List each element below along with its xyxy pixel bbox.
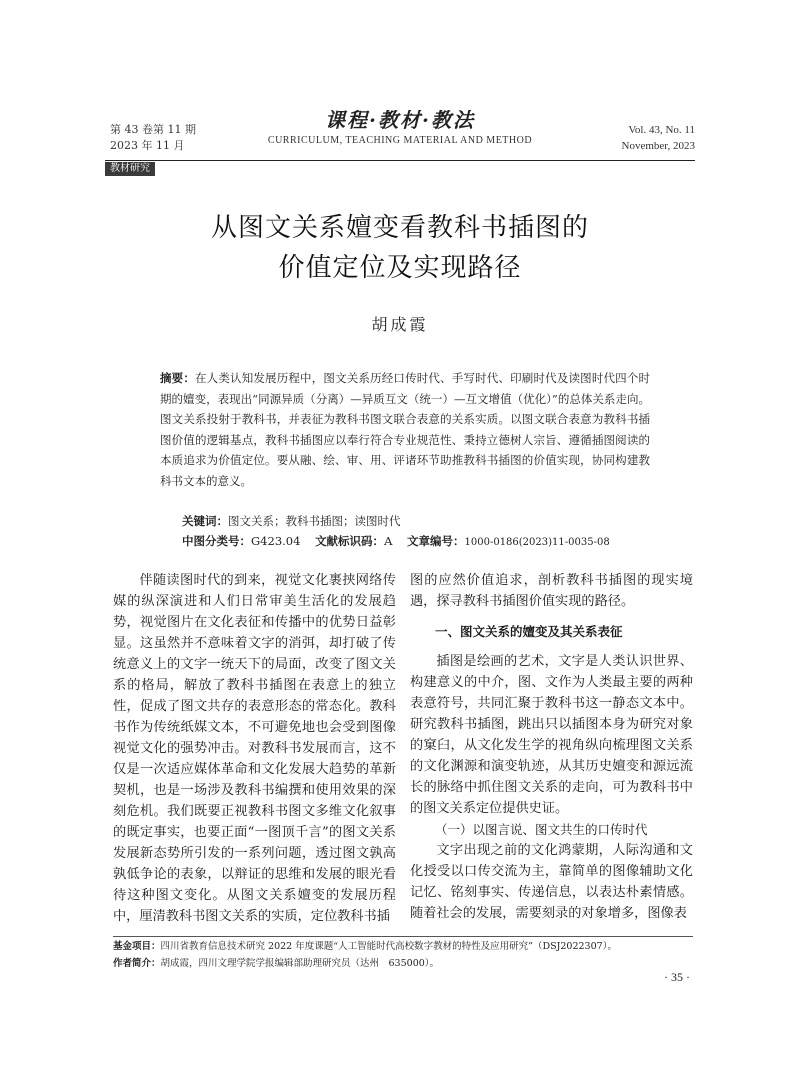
author-bio-text: 胡成霞，四川文理学院学报编辑部助理研究员（达州 635000）。 bbox=[160, 958, 440, 969]
doc-code-label: 文献标识码： bbox=[315, 534, 385, 548]
title-line-2: 价值定位及实现路径 bbox=[278, 253, 522, 283]
article-number-value: 1000-0186(2023)11-0035-08 bbox=[464, 537, 610, 548]
volume-issue-cn: 第 43 卷第 11 期 bbox=[110, 123, 196, 136]
abstract bbox=[160, 368, 650, 491]
clc-label: 中图分类号： bbox=[182, 534, 251, 548]
title-line-1: 从图文关系嬗变看教科书插图的 bbox=[210, 213, 589, 243]
date-cn: 2023 年 11 月 bbox=[110, 139, 185, 152]
header-rule bbox=[105, 160, 695, 161]
doc-code-value: A bbox=[384, 534, 393, 548]
keywords-label: 关键词： bbox=[182, 514, 228, 528]
body-paragraph-continued: 图的应然价值追求，剖析教科书插图的现实境遇，探寻教科书插图价值实现的路径。 bbox=[410, 573, 693, 609]
body-paragraph: 伴随读图时代的到来，视觉文化裹挟网络传媒的纵深演进和人们日常审美生活化的发展趋势，视觉图片在文化表征和传播中的优势日益彰显。这虽然并不意味着文字的消弭，却打破了传统意义上的文字一统天下的局面，改变了图文关系的格局，解放了教科书插图在表意上的独立性，促成了图文共存的表意形态的常态化。教科书作为传统纸媒文本，不可避免地也会受到图像视觉文化的强势冲击。对教科书发展而言，这不仅是一次适应媒体革命和文化发展大趋势的革新契机，也是一场涉及教科书编撰和使用效果的深刻危机。我们既要正视教科书图文多维文化叙事的既定事实，也要正面“一图顶千言”的图文关系发展新态势所引发的一系列问题，透过图文孰高孰低争论的表象，以辩证的思维和发展的眼光看待这种图文变化。从图文关系嬗变的发展历程中，厘清教科书图文关系的实质，定位教科书插 bbox=[113, 573, 396, 924]
volume-issue-en: Vol. 43, No. 11 bbox=[628, 124, 695, 136]
classification bbox=[182, 532, 652, 552]
fund-label: 基金项目： bbox=[113, 941, 161, 952]
section-tag: 教材研究 bbox=[105, 162, 155, 176]
clc-value: G423.04 bbox=[251, 534, 301, 548]
section-heading-1: 一、图文关系的嬗变及其关系表征 bbox=[435, 624, 623, 639]
date-en: November, 2023 bbox=[621, 140, 695, 152]
footnote-rule bbox=[113, 936, 693, 937]
keywords-text: 图文关系；教科书插图；读图时代 bbox=[228, 514, 401, 528]
author-name: 胡成霞 bbox=[371, 315, 429, 334]
header-right bbox=[622, 122, 696, 154]
journal-title-cn: 课程·教材·教法 bbox=[325, 108, 475, 132]
article-number-label: 文章编号： bbox=[407, 534, 465, 548]
body-column-right bbox=[410, 570, 693, 924]
subsection-heading-1: （一）以图言说、图文共生的口传时代 bbox=[435, 822, 648, 837]
fund-note bbox=[113, 939, 703, 955]
page-number: · 35 · bbox=[664, 970, 690, 984]
body-paragraph: 插图是绘画的艺术，文字是人类认识世界、构建意义的中介，图、文作为人类最主要的两种表意符号，共同汇聚于教科书这一静态文本中。研究教科书插图，跳出只以插图本身为研究对象的窠臼，从文化发生学的视角纵向梳理图文关系的文化渊源和演变轨迹，从其历史嬗变和源远流长的脉络中抓住图文关系的走向，可为教科书中的图文关系定位提供史证。 bbox=[410, 654, 693, 816]
body-column-left bbox=[113, 570, 396, 927]
body-paragraph: 文字出现之前的文化鸿蒙期，人际沟通和文化授受以口传交流为主，靠简单的图像辅助文化记忆、铭刻事实、传递信息，以表达朴素情感。随着社会的发展，需要刻录的对象增多，图像表 bbox=[410, 843, 693, 921]
abstract-label: 摘要： bbox=[160, 371, 196, 385]
keywords bbox=[182, 512, 652, 530]
fund-text: 四川省教育信息技术研究 2022 年度课题“人工智能时代高校数字教材的特性及应用研究”（DSJ2022307）。 bbox=[160, 941, 617, 952]
author-note bbox=[113, 956, 703, 972]
author-bio-label: 作者简介： bbox=[113, 958, 161, 969]
journal-title-en: CURRICULUM, TEACHING MATERIAL AND METHOD bbox=[267, 135, 533, 146]
article-title bbox=[0, 208, 800, 288]
abstract-text: 在人类认知发展历程中，图文关系历经口传时代、手写时代、印刷时代及读图时代四个时期的嬗变，表现出“同源异质（分离）—异质互文（统一）—互文增值（优化）”的总体关系走向。图文关系投射于教科书，并表征为教科书图文联合表意的关系实质。以图文联合表意为教科书插图价值的逻辑基点，教科书插图应以奉行符合专业规范性、秉持立德树人宗旨、遵循插图阅读的本质追求为价值定位。要从融、绘、审、用、评诸环节助推教科书插图的价值实现，协同构建教科书文本的意义。 bbox=[160, 371, 650, 488]
